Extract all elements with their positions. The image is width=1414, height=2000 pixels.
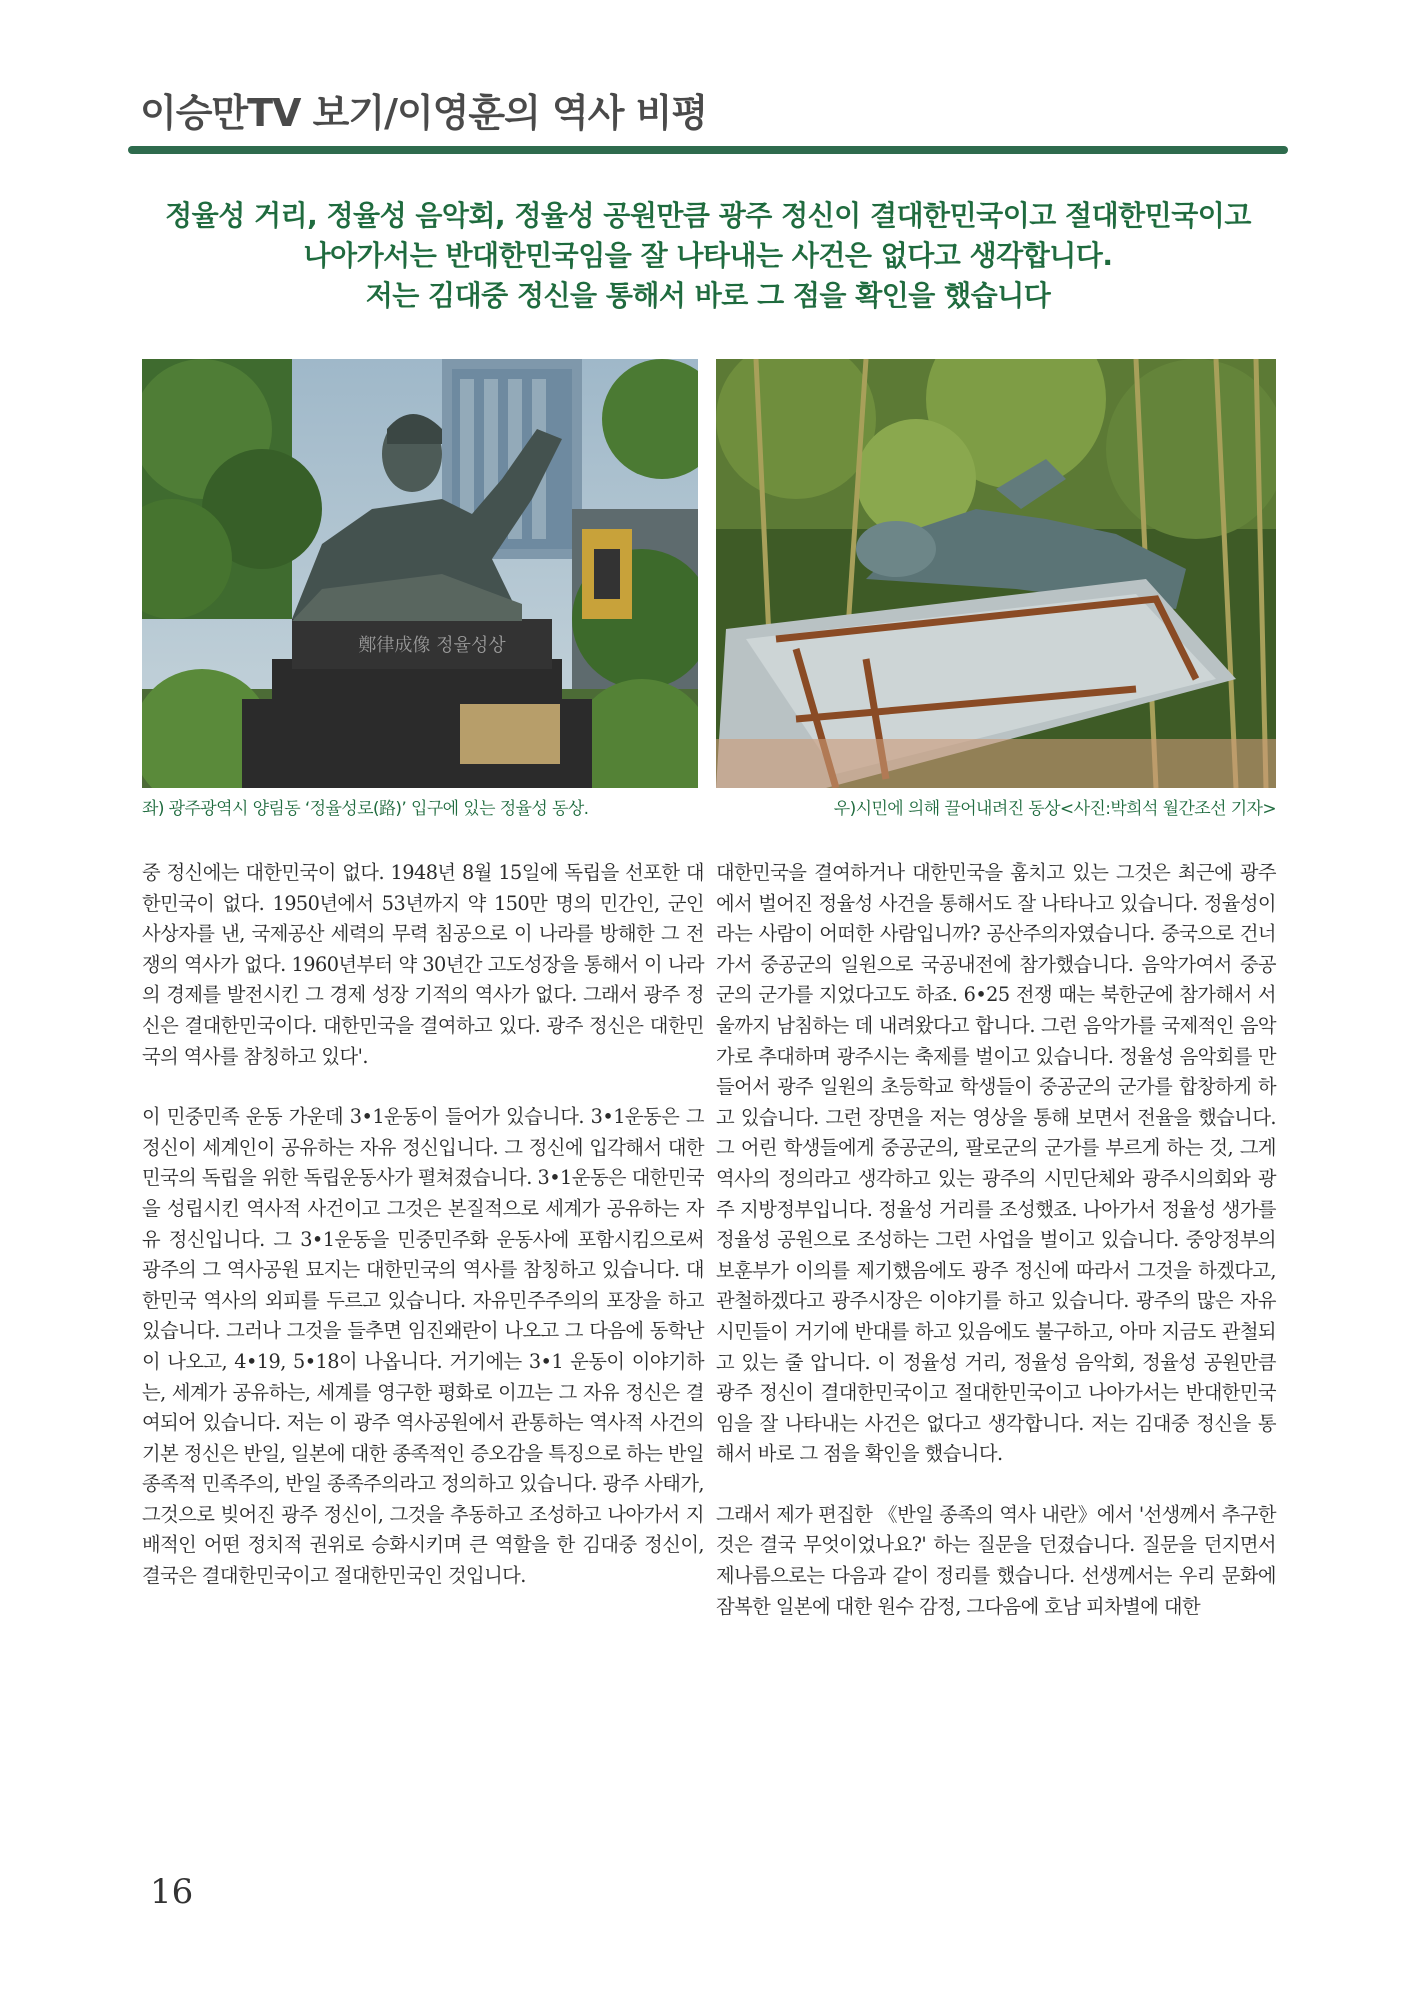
caption-right: 우)시민에 의해 끌어내려진 동상<사진:박희석 월간조선 기자>: [833, 799, 1276, 819]
headline-line-2: 나아가서는 반대한민국임을 잘 나타내는 사건은 없다고 생각합니다.: [303, 239, 1113, 272]
photo-captions: [142, 794, 1276, 819]
statue-photo-illustration: [142, 359, 698, 788]
toppled-statue-photo: [716, 359, 1276, 788]
paragraph: 이 민중민족 운동 가운데 3•1운동이 들어가 있습니다. 3•1운동은 그 정신이 세계인이 공유하는 자유 정신입니다. 그 정신에 입각해서 대한민국의 독립을 위한 독립운동사가 펼쳐졌습니다. 3•1운동은 대한민국을 성립시킨 역사적 사건이고 그것은 본질적으로 세계가 공유하는 자유 정신입니다. 그 3•1운동을 민중민주화 운동사에 포함시킴으로써 광주의 그 역사공원 묘지는 대한민국의 역사를 참칭하고 있습니다. 대한민국 역사의 외피를 두르고 있습니다. 자유민주주의의 포장을 하고 있습니다. 그러나 그것을 들추면 임진왜란이 나오고 그 다음에 동학난이 나오고, 4•19, 5•18이 나옵니다. 거기에는 3•1 운동이 이야기하는, 세계가 공유하는, 세계를 영구한 평화로 이끄는 그 자유 정신은 결여되어 있습니다. 저는 이 광주 역사공원에서 관통하는 역사적 사건의 기본 정신은 반일, 일본에 대한 종족적인 증오감을 특징으로 하는 반일 종족적 민족주의, 반일 종족주의라고 정의하고 있습니다. 광주 사태가, 그것으로 빚어진 광주 정신이, 그것을 추동하고 조성하고 나아가서 지배적인 어떤 정치적 권위로 승화시키며 큰 역할을 한 김대중 정신이, 결국은 결대한민국이고 절대한민국인 것입니다.: [142, 1105, 704, 1588]
paragraph: 중 정신에는 대한민국이 없다. 1948년 8월 15일에 독립을 선포한 대한민국이 없다. 1950년에서 53년까지 약 150만 명의 민간인, 군인 사상자를 낸, 국제공산 세력의 무력 침공으로 이 나라를 방해한 그 전쟁의 역사가 없다. 1960년부터 약 30년간 고도성장을 통해서 이 나라의 경제를 발전시킨 그 경제 성장 기적의 역사가 없다. 그래서 광주 정신은 결대한민국이다. 대한민국을 결여하고 있다. 광주 정신은 대한민국의 역사를 참칭하고 있다'.: [142, 861, 704, 1068]
statue-photo: [142, 359, 698, 788]
headline-line-1: 정율성 거리, 정율성 음악회, 정율성 공원만큼 광주 정신이 결대한민국이고 절대한민국이고: [165, 199, 1251, 232]
title-divider: [128, 146, 1288, 154]
statue-plaque-text: 鄭律成像 정율성상: [358, 635, 506, 656]
headline-line-3: 저는 김대중 정신을 통해서 바로 그 점을 확인을 했습니다: [365, 279, 1051, 312]
section-title: 이승만TV 보기/이영훈의 역사 비평: [140, 91, 708, 135]
paragraph: 대한민국을 결여하거나 대한민국을 훔치고 있는 그것은 최근에 광주에서 벌어진 정율성 사건을 통해서도 잘 나타나고 있습니다. 정율성이라는 사람이 어떠한 사람입니까? 공산주의자였습니다. 중국으로 건너가서 중공군의 일원으로 국공내전에 참가했습니다. 음악가여서 중공군의 군가를 지었다고도 하죠. 6•25 전쟁 때는 북한군에 참가해서 서울까지 남침하는 데 내려왔다고 합니다. 그런 음악가를 국제적인 음악가로 추대하며 광주시는 축제를 벌이고 있습니다. 정율성 음악회를 만들어서 광주 일원의 초등학교 학생들이 중공군의 군가를 합창하게 하고 있습니다. 그런 장면을 저는 영상을 통해 보면서 전율을 했습니다. 그 어린 학생들에게 중공군의, 팔로군의 군가를 부르게 하는 것, 그게 역사의 정의라고 생각하고 있는 광주의 시민단체와 광주시의회와 광주 지방정부입니다. 정율성 거리를 조성했죠. 나아가서 정율성 생가를 정율성 공원으로 조성하는 그런 사업을 벌이고 있습니다. 중앙정부의 보훈부가 이의를 제기했음에도 광주 정신에 따라서 그것을 하겠다고, 관철하겠다고 광주시장은 이야기를 하고 있습니다. 광주의 많은 자유 시민들이 거기에 반대를 하고 있음에도 불구하고, 아마 지금도 관철되고 있는 줄 압니다. 이 정율성 거리, 정율성 음악회, 정율성 공원만큼 광주 정신이 결대한민국이고 절대한민국이고 나아가서는 반대한민국임을 잘 나타내는 사건은 없다고 생각합니다. 저는 김대중 정신을 통해서 바로 그 점을 확인을 했습니다.: [716, 861, 1276, 1466]
body-column-right: [716, 858, 1276, 1652]
paragraph: 그래서 제가 편집한 《반일 종족의 역사 내란》에서 '선생께서 추구한 것은 결국 무엇이었나요?' 하는 질문을 던졌습니다. 질문을 던지면서 제나름으로는 다음과 같이 정리를 했습니다. 선생께서는 우리 문화에 잠복한 일본에 대한 원수 감정, 그다음에 호남 피차별에 대한: [716, 1502, 1276, 1618]
body-column-left: [142, 858, 704, 1622]
caption-left: 좌) 광주광역시 양림동 ‘정율성로(路)’ 입구에 있는 정율성 동상.: [142, 799, 589, 819]
toppled-statue-illustration: [716, 359, 1276, 788]
headline: [128, 196, 1288, 316]
page-number: 16: [150, 1872, 194, 1912]
